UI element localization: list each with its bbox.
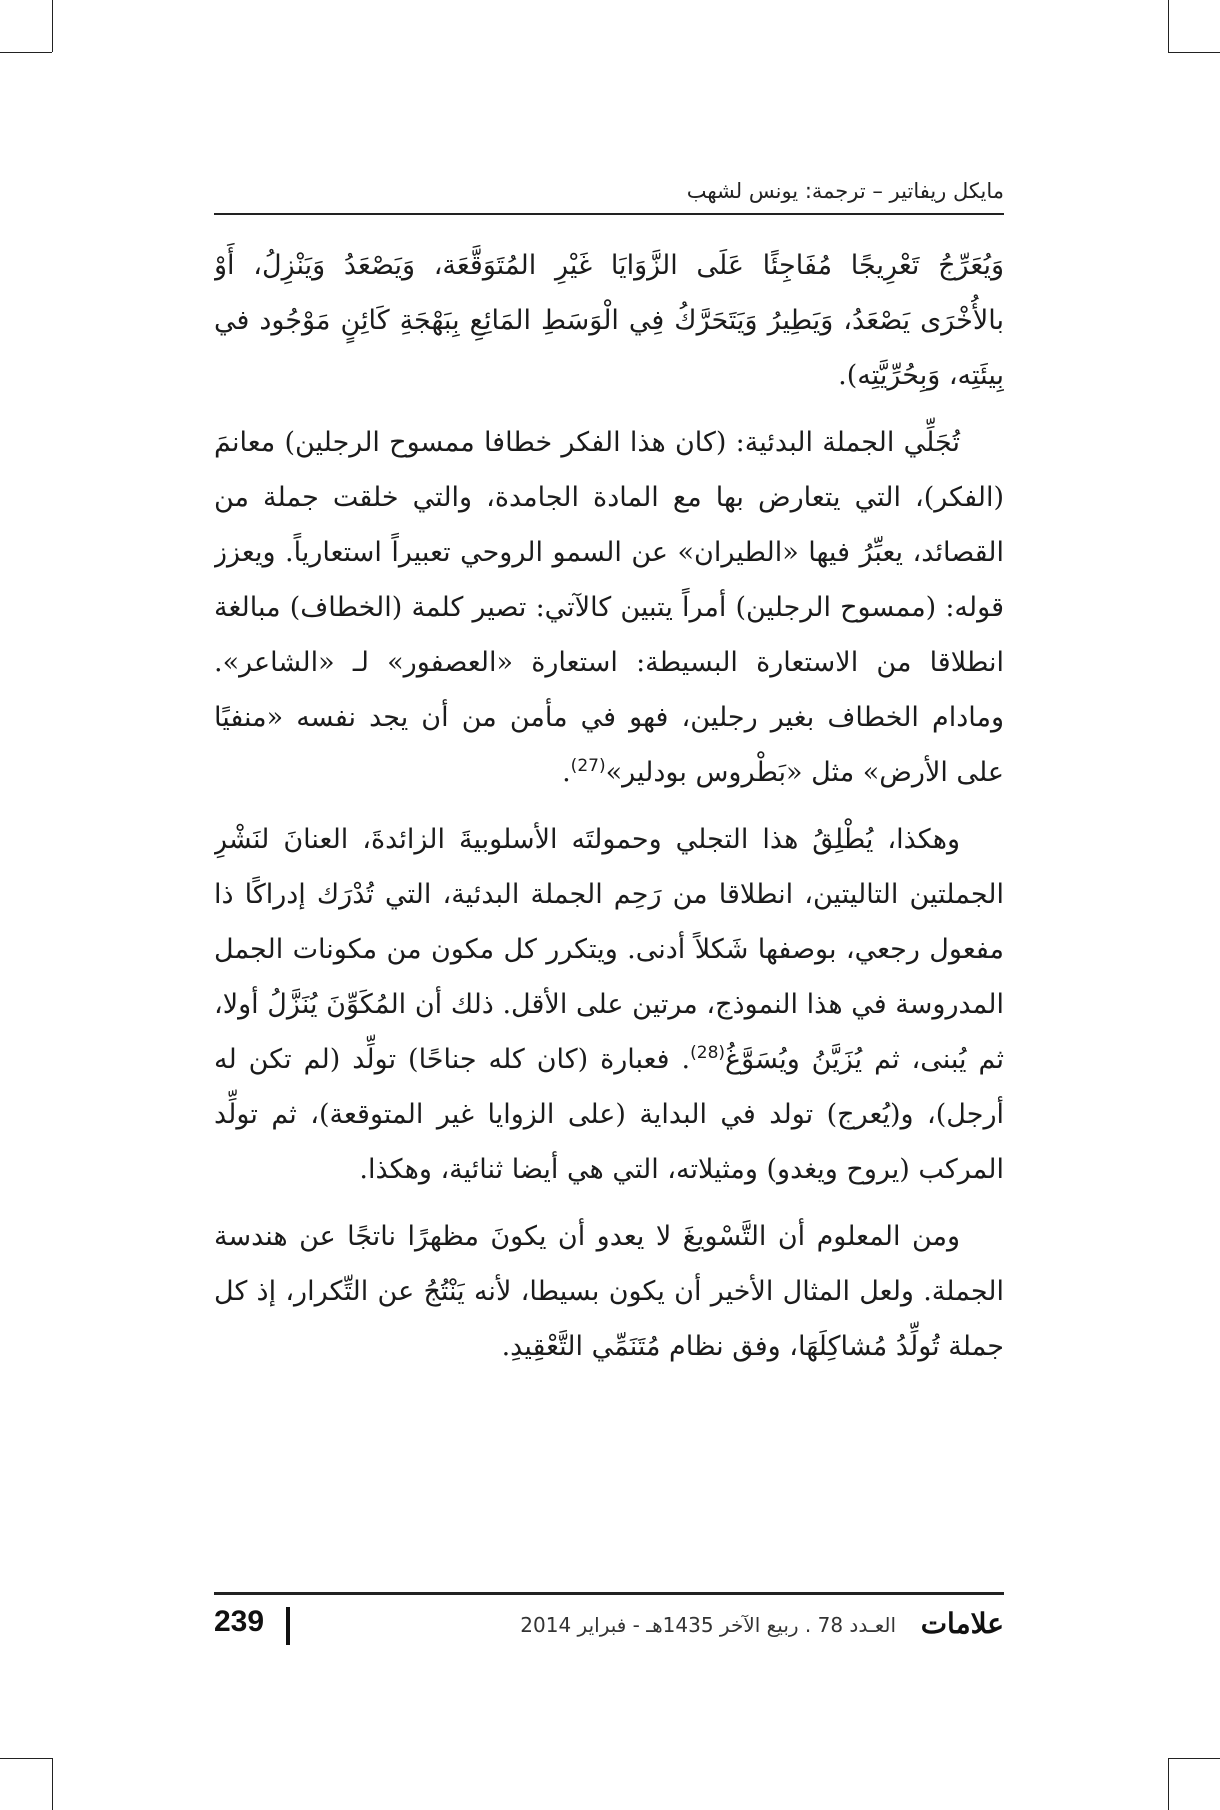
- crop-mark: [1168, 52, 1220, 53]
- footer-separator: [286, 1607, 290, 1645]
- page-number: 239: [214, 1605, 265, 1638]
- crop-mark: [1168, 1758, 1169, 1810]
- crop-mark: [0, 52, 52, 53]
- footnote-ref-28[interactable]: (28): [690, 1043, 726, 1063]
- issue-info: العـدد 78 . ربيع الآخر 1435هـ - فبراير 2014: [520, 1613, 896, 1637]
- paragraph: تُجَلِّي الجملة البدئية: (كان هذا الفكر خطافا ممسوح الرجلين) معانمَ (الفكر)، التي يتعارض بها مع المادة الجامدة، والتي خلقت جملة من القصائد، يعبِّرُ فيها «الطيران» عن السمو الروحي تعبيراً استعارياً. ويعزز قوله: (ممسوح الرجلين) أمراً يتبين كالآتي: تصير كلمة (الخطاف) مبالغة انطلاقا من الاستعارة البسيطة: استعارة «العصفور» لـ «الشاعر». ومادام الخطاف بغير رجلين، فهو في مأمن من أن يجد نفسه «منفيًا على الأرض» مثل «بَطْروس بودلير»$^{(27)}$.: [214, 427, 1004, 788]
- page-footer: [214, 1592, 1004, 1657]
- footer-rule: [214, 1592, 1004, 1595]
- page-header: [214, 175, 1004, 215]
- header-rule: [214, 213, 1004, 215]
- footnote-ref-27[interactable]: (27): [570, 756, 606, 776]
- crop-mark: [1168, 1758, 1220, 1759]
- paragraph: وَيُعَرِّجُ تَعْرِيجًا مُفَاجِئًا عَلَى الزَّوَايَا غَيْرِ المُتَوَقَّعَة، وَيَصْعَدُ وَيَنْزِلُ، أَوْ بالأُخْرَى يَصْعَدُ، وَيَطِيرُ وَيَتَحَرَّكُ فِي الْوَسَطِ المَائِعِ بِبَهْجَةِ كَائِنٍ مَوْجُود في بِيئَتِه، وَبِحُرِّيَّتِه).: [214, 250, 1004, 391]
- journal-logo: علامات: [920, 1607, 1004, 1640]
- running-title: مايكل ريفاتير – ترجمة: يونس لشهب: [686, 179, 1004, 203]
- crop-mark: [0, 1758, 52, 1759]
- article-body: [214, 238, 1004, 1553]
- crop-mark: [52, 1758, 53, 1810]
- crop-mark: [1168, 0, 1169, 52]
- paragraph: ومن المعلوم أن التَّسْويغَ لا يعدو أن يكونَ مظهرًا ناتجًا عن هندسة الجملة. ولعل المثال الأخير أن يكون بسيطا، لأنه يَنْتُجُ عن التِّكرار، إذ كل جملة تُولِّدُ مُشاكِلَهَا، وفق نظام مُتَنَمِّي التَّعْقِيدِ.: [214, 1221, 1004, 1362]
- paragraph: وهكذا، يُطْلِقُ هذا التجلي وحمولتَه الأسلوبيةَ الزائدةَ، العنانَ لنَشْرِ الجملتين التاليتين، انطلاقا من رَحِم الجملة البدئية، التي تُدْرَك إدراكًا ذا مفعول رجعي، بوصفها شَكلاً أدنى. ويتكرر كل مكون من مكونات الجمل المدروسة في هذا النموذج، مرتين على الأقل. ذلك أن المُكَوِّنَ يُنَزَّلُ أولا، ثم يُبنى، ثم يُزَيَّنُ ويُسَوَّغُ$^{(28)}$. فعبارة (كان كله جناحًا) تولِّد (لم تكن له أرجل)، و(يُعرج) تولد في البداية (على الزوايا غير المتوقعة)، ثم تولِّد المركب (يروح ويغدو) ومثيلاته، التي هي أيضا ثنائية، وهكذا.: [214, 824, 1004, 1185]
- crop-mark: [52, 0, 53, 52]
